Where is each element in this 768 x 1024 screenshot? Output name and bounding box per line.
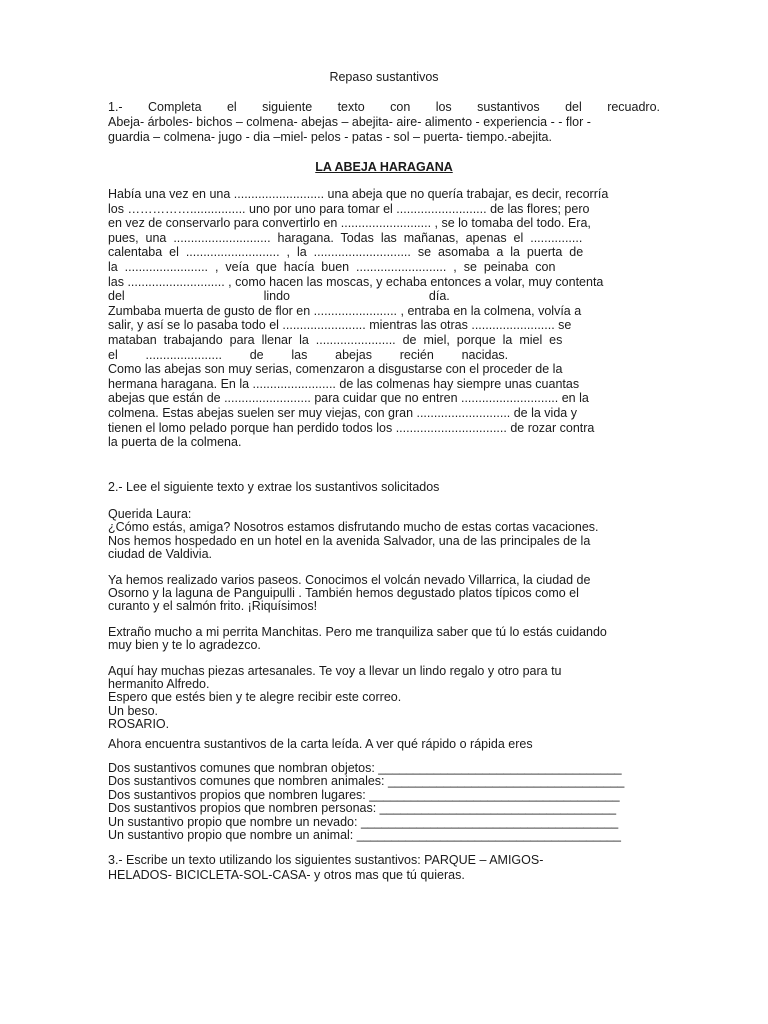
story-line: los ……………................ uno por uno para tomar el .......................... de las flores; pero bbox=[108, 201, 590, 216]
question-row[interactable]: Un sustantivo propio que nombre un animal: ______________________________________ bbox=[108, 828, 621, 843]
story-line: las ............................ , como hacen las moscas, y echaba entonces a volar, muy contenta bbox=[108, 274, 604, 289]
story-line: la puerta de la colmena. bbox=[108, 435, 242, 450]
letter-line: muy bien y te lo agradezco. bbox=[108, 638, 261, 653]
letter-line: Aquí hay muchas piezas artesanales. Te voy a llevar un lindo regalo y otro para tu bbox=[108, 663, 562, 678]
letter-signature: ROSARIO. bbox=[108, 717, 170, 732]
section1-line-1: 1.- Completa el siguiente texto con los sustantivos del recuadro. bbox=[108, 100, 660, 114]
story-line: calentaba el ........................... , la ............................ se asomaba a la puerta de bbox=[108, 245, 584, 260]
story-line: tienen el lomo pelado porque han perdido todos los ................................ de rozar contra bbox=[108, 420, 595, 435]
section1-line-3: guardia – colmena- jugo - dia –miel- pelos - patas - sol – puerta- tiempo.-abejita. bbox=[108, 129, 552, 144]
section2-heading: 2.- Lee el siguiente texto y extrae los sustantivos solicitados bbox=[108, 480, 440, 494]
question-row[interactable]: Dos sustantivos propios que nombren lugares: ____________________________________ bbox=[108, 787, 620, 802]
letter-line: curanto y el salmón frito. ¡Riquísimos! bbox=[108, 599, 318, 614]
story-line: colmena. Estas abejas suelen ser muy viejas, con gran ........................... de la vida y bbox=[108, 405, 577, 420]
story-line: abejas que están de ......................... para cuidar que no entren ............................ en la bbox=[108, 391, 589, 406]
story-line: del lindo día. bbox=[108, 289, 450, 304]
question-row[interactable]: Dos sustantivos propios que nombren personas: __________________________________ bbox=[108, 801, 617, 816]
story-line: pues, una ............................ haragana. Todas las mañanas, apenas el ............... bbox=[108, 230, 583, 245]
story-line: la ........................ , veía que hacía buen .......................... , se peinaba con bbox=[108, 259, 556, 274]
letter-line: Nos hemos hospedado en un hotel en la avenida Salvador, una de las principales de la bbox=[108, 533, 591, 548]
letter-spacer bbox=[108, 653, 660, 665]
story-line: en vez de conservarlo para convertirlo en .......................... , se lo tomaba del todo. Era, bbox=[108, 216, 591, 231]
story-line: mataban trabajando para llenar la ....................... de miel, porque la miel es bbox=[108, 332, 563, 347]
section3-line: HELADOS- BICICLETA-SOL-CASA- y otros mas que tú quieras. bbox=[108, 867, 465, 882]
section1-instructions bbox=[108, 100, 660, 144]
letter-spacer bbox=[108, 562, 660, 574]
story-line: salir, y así se lo pasaba todo el ........................ mientras las otras ........................ se bbox=[108, 318, 572, 333]
story-line: hermana haragana. En la ........................ de las colmenas hay siempre unas cuantas bbox=[108, 376, 580, 391]
section3-line: 3.- Escribe un texto utilizando los siguientes sustantivos: PARQUE – AMIGOS- bbox=[108, 853, 544, 867]
letter-greeting: Querida Laura: bbox=[108, 507, 192, 521]
letter-line: Espero que estés bien y te alegre recibir este correo. bbox=[108, 690, 402, 705]
story-line: Había una vez en una .......................... una abeja que no quería trabajar, es decir, recorría bbox=[108, 187, 609, 201]
question-row[interactable]: Dos sustantivos comunes que nombren animales: __________________________________ bbox=[108, 774, 625, 789]
letter-line: ¿Cómo estás, amiga? Nosotros estamos disfrutando mucho de estas cortas vacaciones. bbox=[108, 520, 599, 535]
story-line: Zumbaba muerta de gusto de flor en ........................ , entraba en la colmena, volvía a bbox=[108, 303, 582, 318]
letter-line: Osorno y la laguna de Panguipulli . También hemos degustado platos típicos como el bbox=[108, 586, 579, 601]
letter-line: Ya hemos realizado varios paseos. Conocimos el volcán nevado Villarrica, la ciudad de bbox=[108, 572, 591, 587]
letter-line: hermanito Alfredo. bbox=[108, 677, 210, 692]
letter-line: Extraño mucho a mi perrita Manchitas. Pero me tranquiliza saber que tú lo estás cuidando bbox=[108, 624, 607, 639]
story-line: el ...................... de las abejas recién nacidas. bbox=[108, 347, 509, 362]
question-row[interactable]: Un sustantivo propio que nombre un nevado: _____________________________________ bbox=[108, 814, 619, 829]
questions-list bbox=[108, 762, 660, 842]
section3-text bbox=[108, 853, 660, 883]
letter-text bbox=[108, 508, 660, 732]
question-row[interactable]: Dos sustantivos comunes que nombran objetos: ___________________________________ bbox=[108, 761, 622, 775]
section1-line-2: Abeja- árboles- bichos – colmena- abejas – abejita- aire- alimento - experiencia - - flor - bbox=[108, 114, 591, 129]
section2-instruction: Ahora encuentra sustantivos de la carta leída. A ver qué rápido o rápida eres bbox=[108, 737, 533, 751]
letter-line: Un beso. bbox=[108, 703, 159, 718]
page-title: Repaso sustantivos bbox=[329, 70, 439, 84]
story-text bbox=[108, 187, 660, 450]
letter-line: ciudad de Valdivia. bbox=[108, 547, 213, 562]
story-line: Como las abejas son muy serias, comenzaron a disgustarse con el proceder de la bbox=[108, 362, 563, 377]
story-title: LA ABEJA HARAGANA bbox=[315, 160, 453, 174]
